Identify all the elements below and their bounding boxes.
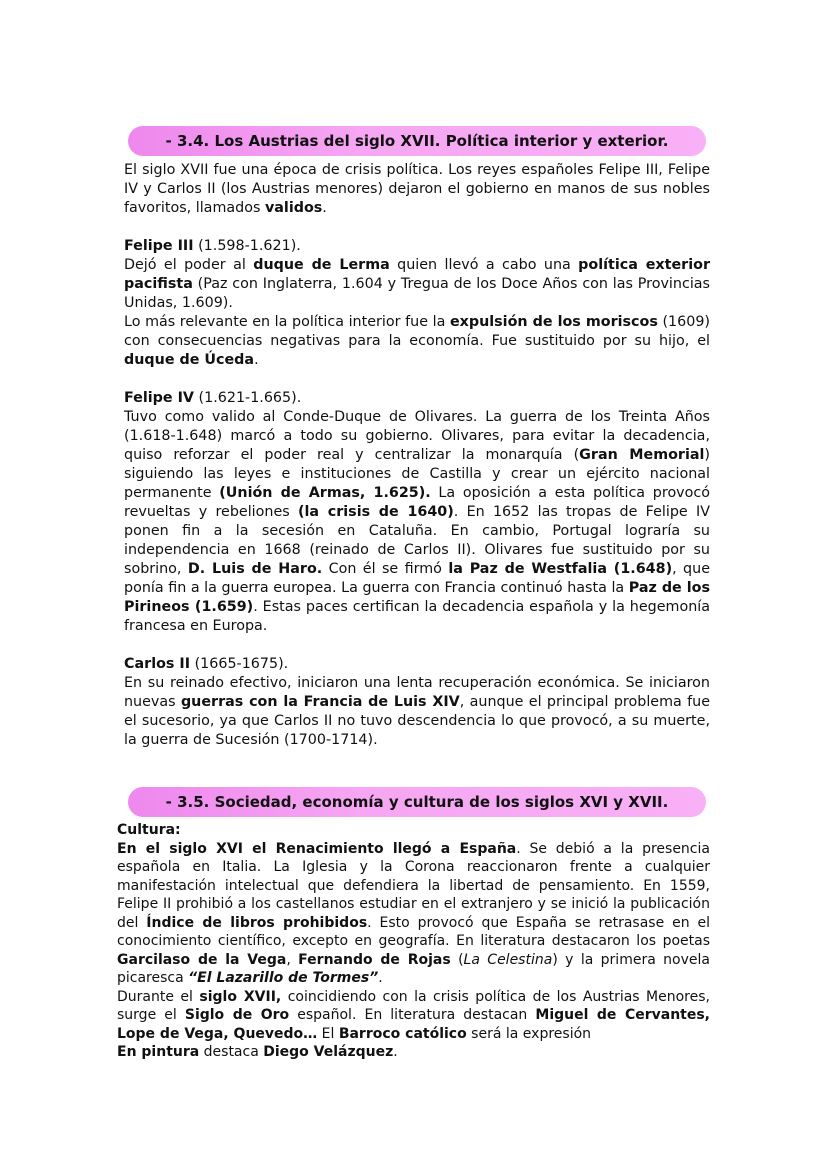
carlos-ii-paragraph	[124, 674, 710, 750]
italic-title: La Celestina	[463, 951, 553, 968]
culture-paragraph-3	[117, 1043, 710, 1062]
text-span: .	[322, 200, 327, 216]
text-span: destaca	[199, 1044, 264, 1060]
text-span: El siglo XVII fue una época de crisis política. Los reyes españoles Felipe III, Felipe IV y Carlos II (los Austrias menores) dejaron el gobierno en manos de sus nobles favoritos, llamados	[124, 162, 710, 216]
text-span: (Paz con Inglaterra, 1.604 y Tregua de los Doce Años con las Provincias Unidas, 1.609).	[124, 276, 710, 311]
text-span: , que ponía fin a la guerra europea. La guerra con Francia continuó hasta la	[124, 561, 710, 596]
text-span: será la expresión	[466, 1025, 592, 1042]
text-span: coincidiendo con la crisis política de los Austrias Menores, surge el	[117, 988, 710, 1023]
bold-term: En pintura	[117, 1044, 200, 1060]
bold-term: Índice de libros prohibidos	[146, 914, 368, 931]
text-span: español. En literatura destacan	[289, 1007, 536, 1023]
text-span: .	[393, 1044, 398, 1060]
king-name: Felipe IV	[124, 390, 194, 406]
culture-paragraph-1	[117, 840, 710, 988]
bold-term: D. Luis de Haro.	[187, 561, 323, 577]
bold-term: Miguel de Cervantes, Lope de Vega, Quevedo…	[117, 1007, 710, 1042]
king-name: Carlos II	[124, 656, 191, 672]
bold-term: siglo XVII,	[199, 988, 282, 1005]
text-span: ) y la primera novela picaresca	[117, 951, 710, 986]
text-span: . Esto provocó que España se retrasase en el conocimiento científico, excepto en geografía. En literatura destacaron los poetas	[117, 914, 710, 949]
text-span: Dejó el poder al	[124, 257, 254, 273]
bold-term: (Unión de Armas, 1.625).	[219, 485, 431, 501]
bold-term: Gran Memorial	[579, 447, 705, 463]
bold-term: (la crisis de 1640)	[297, 504, 454, 520]
bold-term: política exterior pacifista	[124, 257, 710, 292]
bold-term: guerras con la Francia de Luis XIV	[180, 694, 460, 710]
intro-paragraph	[124, 161, 710, 218]
subheading-label: Cultura:	[117, 822, 181, 838]
bold-term: duque de Lerma	[253, 257, 390, 273]
felipe-iv-heading	[124, 389, 710, 408]
text-span: . Se debió a la presencia española en Italia. La Iglesia y la Corona reaccionaron frente a cualquier manifestación intelectual que defendiera la libertad de pensamiento. En 1559, Felipe II prohibió a los castellanos estudiar en el extranjero y se inició la publicación del	[117, 840, 710, 931]
bold-term: Barroco católico	[338, 1025, 467, 1042]
reign-dates: (1.621-1.665).	[193, 390, 302, 406]
text-span: , aunque el principal problema fue el sucesorio, ya que Carlos II no tuvo descendencia lo que provocó, a su muerte, la guerra de Sucesión (1700-1714).	[124, 694, 711, 748]
felipe-iii-paragraph-2	[124, 313, 710, 370]
felipe-iii-paragraph-1	[124, 256, 710, 313]
text-span: La oposición a esta política provocó revueltas y rebeliones	[124, 485, 711, 520]
reign-dates: (1665-1675).	[190, 656, 289, 672]
bold-term: la Paz de Westfalia (1.648)	[448, 561, 673, 577]
bold-term: Diego Velázquez	[263, 1044, 394, 1060]
section-heading-3-4: - 3.4. Los Austrias del siglo XVII. Política interior y exterior.	[128, 126, 706, 156]
reign-dates: (1.598-1.621).	[193, 238, 301, 254]
carlos-ii-heading	[124, 655, 710, 674]
bold-term: duque de Úceda	[124, 352, 255, 368]
text-span: . En 1652 las tropas de Felipe IV ponen fin a la secesión en Cataluña. En cambio, Portugal lograría su independencia en 1668 (reinado de Carlos II). Olivares fue sustituido por su sobrino,	[124, 504, 710, 577]
text-span: .	[378, 970, 383, 986]
king-name: Felipe III	[124, 238, 194, 254]
text-span: ) siguiendo las leyes e instituciones de Castilla y crear un ejército nacional permanente	[124, 447, 710, 501]
bold-italic-title: “El Lazarillo de Tormes”	[188, 970, 379, 986]
felipe-iii-heading	[124, 237, 710, 256]
text-span: Durante el	[117, 988, 200, 1005]
text-span: .	[254, 352, 259, 368]
bold-term: En el siglo XVI el Renacimiento llegó a España	[117, 840, 517, 857]
felipe-iv-paragraph	[124, 408, 710, 636]
section-3-4-body	[124, 161, 710, 750]
bold-term: Siglo de Oro	[184, 1007, 290, 1023]
bold-term: Fernando de Rojas	[298, 951, 451, 968]
culture-subheading	[117, 821, 710, 840]
text-span: El	[317, 1025, 339, 1042]
culture-paragraph-2	[117, 988, 710, 1044]
section-3-5-body	[117, 821, 710, 1062]
section-heading-3-5: - 3.5. Sociedad, economía y cultura de los siglos XVI y XVII.	[128, 787, 706, 817]
text-span: En su reinado efectivo, iniciaron una lenta recuperación económica. Se iniciaron nuevas	[124, 675, 710, 710]
bold-term: Paz de los Pirineos (1.659)	[124, 580, 710, 615]
bold-term: expulsión de los moriscos	[449, 314, 658, 330]
bold-term: Garcilaso de la Vega	[117, 951, 287, 968]
text-span: Con él se firmó	[322, 561, 449, 577]
text-span: Tuvo como valido al Conde-Duque de Olivares. La guerra de los Treinta Años (1.618-1.648) marcó a todo su gobierno. Olivares, para evitar la decadencia, quiso reforzar el poder real y centralizar la monarquía (	[124, 409, 710, 463]
text-span: ,	[286, 951, 299, 968]
text-span: quien llevó a cabo una	[389, 257, 579, 273]
text-span: (1609) con consecuencias negativas para la economía. Fue sustituido por su hijo, el	[124, 314, 710, 349]
text-span: (	[450, 951, 464, 968]
bold-term: validos	[264, 200, 323, 216]
text-span: Lo más relevante en la política interior fue la	[124, 314, 450, 330]
text-span: . Estas paces certifican la decadencia española y la hegemonía francesa en Europa.	[124, 599, 710, 634]
